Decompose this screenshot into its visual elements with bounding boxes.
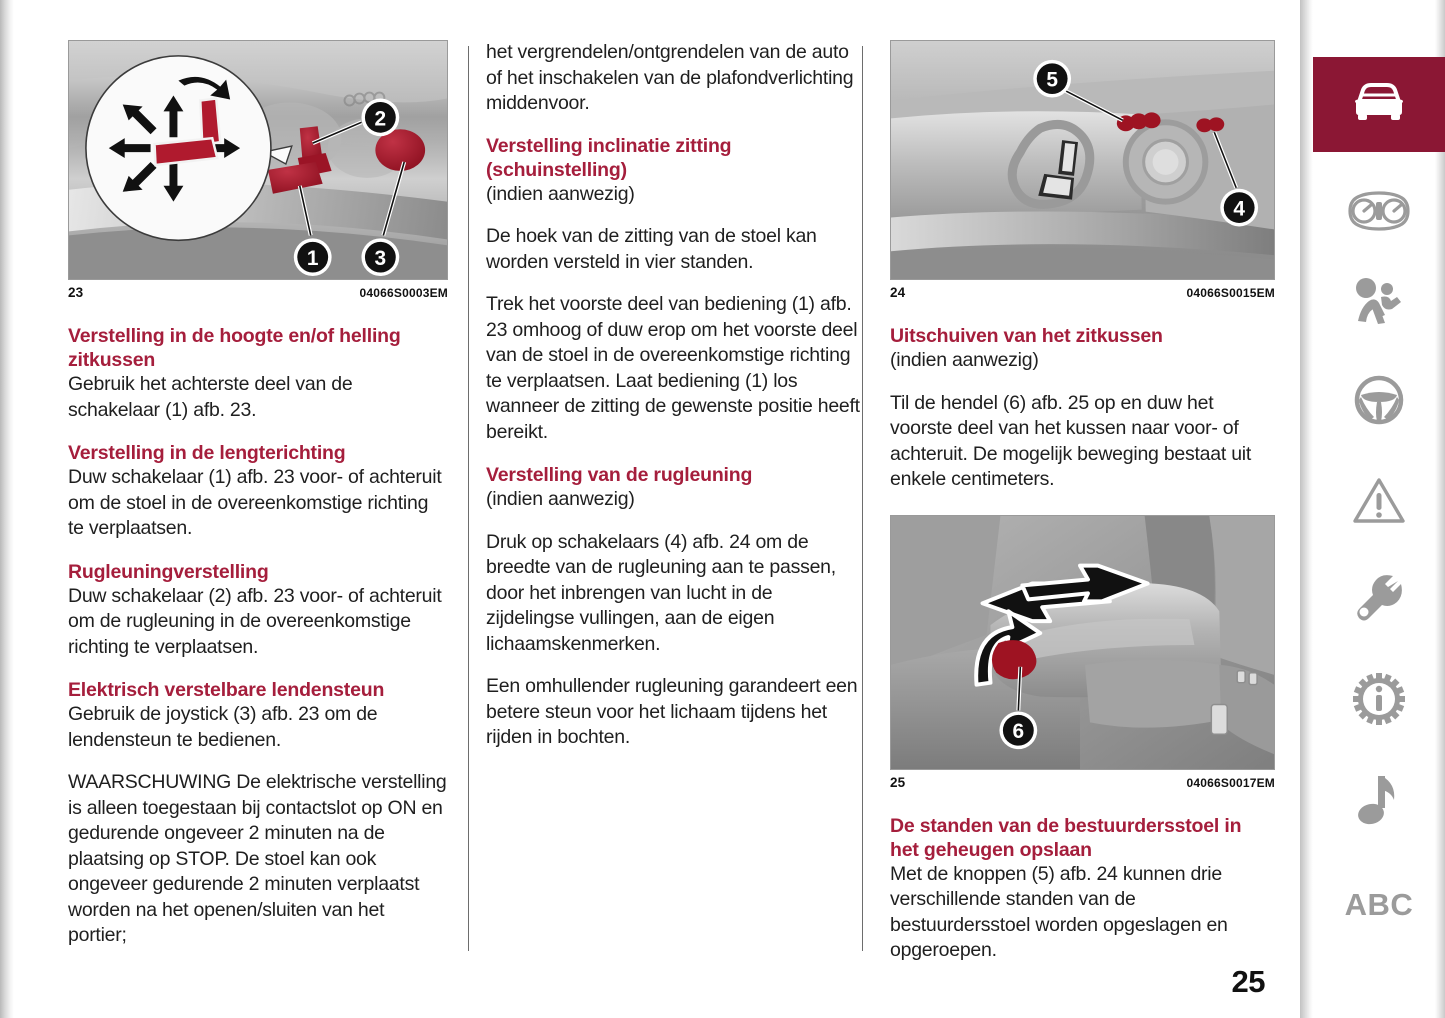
svg-text:4: 4: [1233, 197, 1245, 221]
memory-buttons-illustration: [891, 41, 1274, 279]
section-height-tilt: [68, 324, 448, 423]
sidebar-item-airbag[interactable]: [1313, 258, 1445, 344]
figure-24-caption: [890, 285, 1275, 300]
paragraph-lumbar-warning: WAARSCHUWING De elektrische verstelling is alleen toegestaan bij contactslot op ON en gedurende ongeveer 2 minuten na de plaatsing op STOP. De stoel kan ook ongeveer gedurende 2 minuten verplaatst worden na het openen/sluiten van het portier;: [68, 771, 447, 946]
sidebar-item-service[interactable]: [1313, 555, 1445, 641]
figure-23-image: [68, 40, 448, 280]
paragraph-seat-inclination-2: Trek het voorste deel van bediening (1) afb. 23 omhoog of duw erop om het voorste deel van de stoel in de overeenkomstige richting te verplaatsen. Laat bediening (1) los wanneer de zitting de gewenste positie heeft bereikt.: [486, 293, 860, 443]
sidebar-item-info[interactable]: [1313, 656, 1445, 742]
heading-memory-positions: De standen van de bestuurdersstoel in het geheugen opslaan: [890, 814, 1242, 861]
section-longitudinal: [68, 441, 448, 542]
page-spine-shadow: [0, 0, 14, 1018]
figure-24: [890, 40, 1275, 300]
wrench-icon: [1353, 572, 1405, 624]
svg-text:2: 2: [374, 107, 387, 131]
chapter-sidebar: [1300, 0, 1445, 1018]
paragraph-lead-continued: het vergrendelen/ontgrendelen van de auto of het inschakelen van de plafondverlichting middenvoor.: [486, 41, 854, 114]
figure-23-code: 04066S0003EM: [359, 286, 448, 300]
figure-25: [890, 515, 1275, 790]
figure-23-caption: [68, 285, 448, 300]
page-number: 25: [1231, 964, 1265, 999]
svg-text:3: 3: [374, 247, 387, 271]
sidebar-inner-edge: [1300, 0, 1313, 1018]
figure-25-image: [890, 515, 1275, 770]
column-divider-2: [862, 46, 863, 951]
steering-wheel-icon: [1354, 375, 1404, 425]
section-backrest-width: [486, 463, 862, 751]
figure-24-code: 04066S0015EM: [1186, 286, 1275, 300]
paragraph-memory-positions: Met de knoppen (5) afb. 24 kunnen drie verschillende standen van de bestuurdersstoel worden opgeslagen en opgeroepen.: [890, 862, 1228, 961]
paragraph-backrest: Duw schakelaar (2) afb. 23 voor- of achteruit om de rugleuning in de overeenkomstige richting te verplaatsen.: [68, 584, 442, 658]
column-right: [890, 40, 1275, 990]
subheading-seat-inclination: (indien aanwezig): [486, 182, 635, 205]
airbag-passenger-icon: [1351, 277, 1407, 325]
column-middle: [486, 40, 862, 990]
content-columns: [68, 40, 1284, 990]
section-backrest: [68, 560, 448, 661]
paragraph-seat-inclination-1: De hoek van de zitting van de stoel kan worden versteld in vier standen.: [486, 225, 817, 273]
abc-text-icon: ABC: [1344, 887, 1414, 922]
svg-text:5: 5: [1046, 68, 1058, 92]
column-divider-1: [468, 46, 469, 951]
section-seat-inclination: [486, 134, 862, 446]
heading-height-tilt: Verstelling in de hoogte en/of helling zitkussen: [68, 325, 401, 371]
heading-lumbar: Elektrisch verstelbare lendensteun: [68, 679, 385, 701]
subheading-cushion-extension: (indien aanwezig): [890, 349, 1039, 371]
svg-text:1: 1: [306, 247, 319, 271]
svg-text:6: 6: [1012, 719, 1025, 743]
music-note-icon: [1358, 774, 1400, 828]
dashboard-gauges-icon: [1346, 190, 1412, 232]
paragraph-backrest-width-2: Een omhullender rugleuning garandeert een betere steun voor het lichaam tijdens het rijden in bochten.: [486, 675, 858, 748]
heading-backrest-width: Verstelling van de rugleuning: [486, 464, 753, 486]
seat-controls-illustration: [69, 41, 447, 279]
figure-23: [68, 40, 448, 300]
figure-24-image: [890, 40, 1275, 280]
section-memory-positions: [890, 814, 1275, 964]
figure-25-code: 04066S0017EM: [1186, 775, 1275, 790]
column-left: [68, 40, 448, 990]
figure-25-number: 25: [890, 774, 906, 790]
sidebar-item-index[interactable]: [1313, 862, 1445, 948]
paragraph-height-tilt: Gebruik het achterste deel van de schakelaar (1) afb. 23.: [68, 373, 353, 421]
heading-cushion-extension: Uitschuiven van het zitkussen: [890, 325, 1163, 347]
paragraph-lumbar: Gebruik de joystick (3) afb. 23 om de lendensteun te bedienen.: [68, 703, 378, 751]
paragraph-backrest-width-1: Druk op schakelaars (4) afb. 24 om de breedte van de rugleuning aan te passen, door het inbrengen van lucht in de zijdelingse vullingen, aan de eigen lichaamskenmerken.: [486, 530, 836, 655]
sidebar-item-car-front[interactable]: [1313, 57, 1445, 152]
figure-25-caption: [890, 775, 1275, 790]
section-lumbar: [68, 678, 448, 949]
heading-longitudinal: Verstelling in de lengterichting: [68, 442, 346, 464]
figure-23-number: 23: [68, 285, 84, 300]
cushion-lever-illustration: [891, 516, 1274, 769]
sidebar-item-steering[interactable]: [1313, 357, 1445, 443]
paragraph-cushion-extension: Til de hendel (6) afb. 25 op en duw het voorste deel van het kussen naar voor- of achteruit. De mogelijk beweging bestaat uit enkele centimeters.: [890, 391, 1252, 490]
heading-seat-inclination: Verstelling inclinatie zitting (schuinstelling): [486, 134, 732, 181]
gear-info-icon: [1353, 673, 1405, 725]
section-cushion-extension: [890, 324, 1275, 493]
sidebar-item-audio[interactable]: [1313, 758, 1445, 844]
car-front-icon: [1350, 81, 1408, 128]
warning-triangle-icon: [1352, 476, 1406, 524]
heading-backrest: Rugleuningverstelling: [68, 560, 269, 583]
subheading-backrest-width: (indien aanwezig): [486, 488, 635, 510]
paragraph-longitudinal: Duw schakelaar (1) afb. 23 voor- of achteruit om de stoel in de overeenkomstige richting te verplaatsen.: [68, 466, 442, 539]
figure-24-number: 24: [890, 285, 906, 300]
sidebar-item-dashboard[interactable]: [1313, 168, 1445, 254]
sidebar-item-warning[interactable]: [1313, 457, 1445, 543]
